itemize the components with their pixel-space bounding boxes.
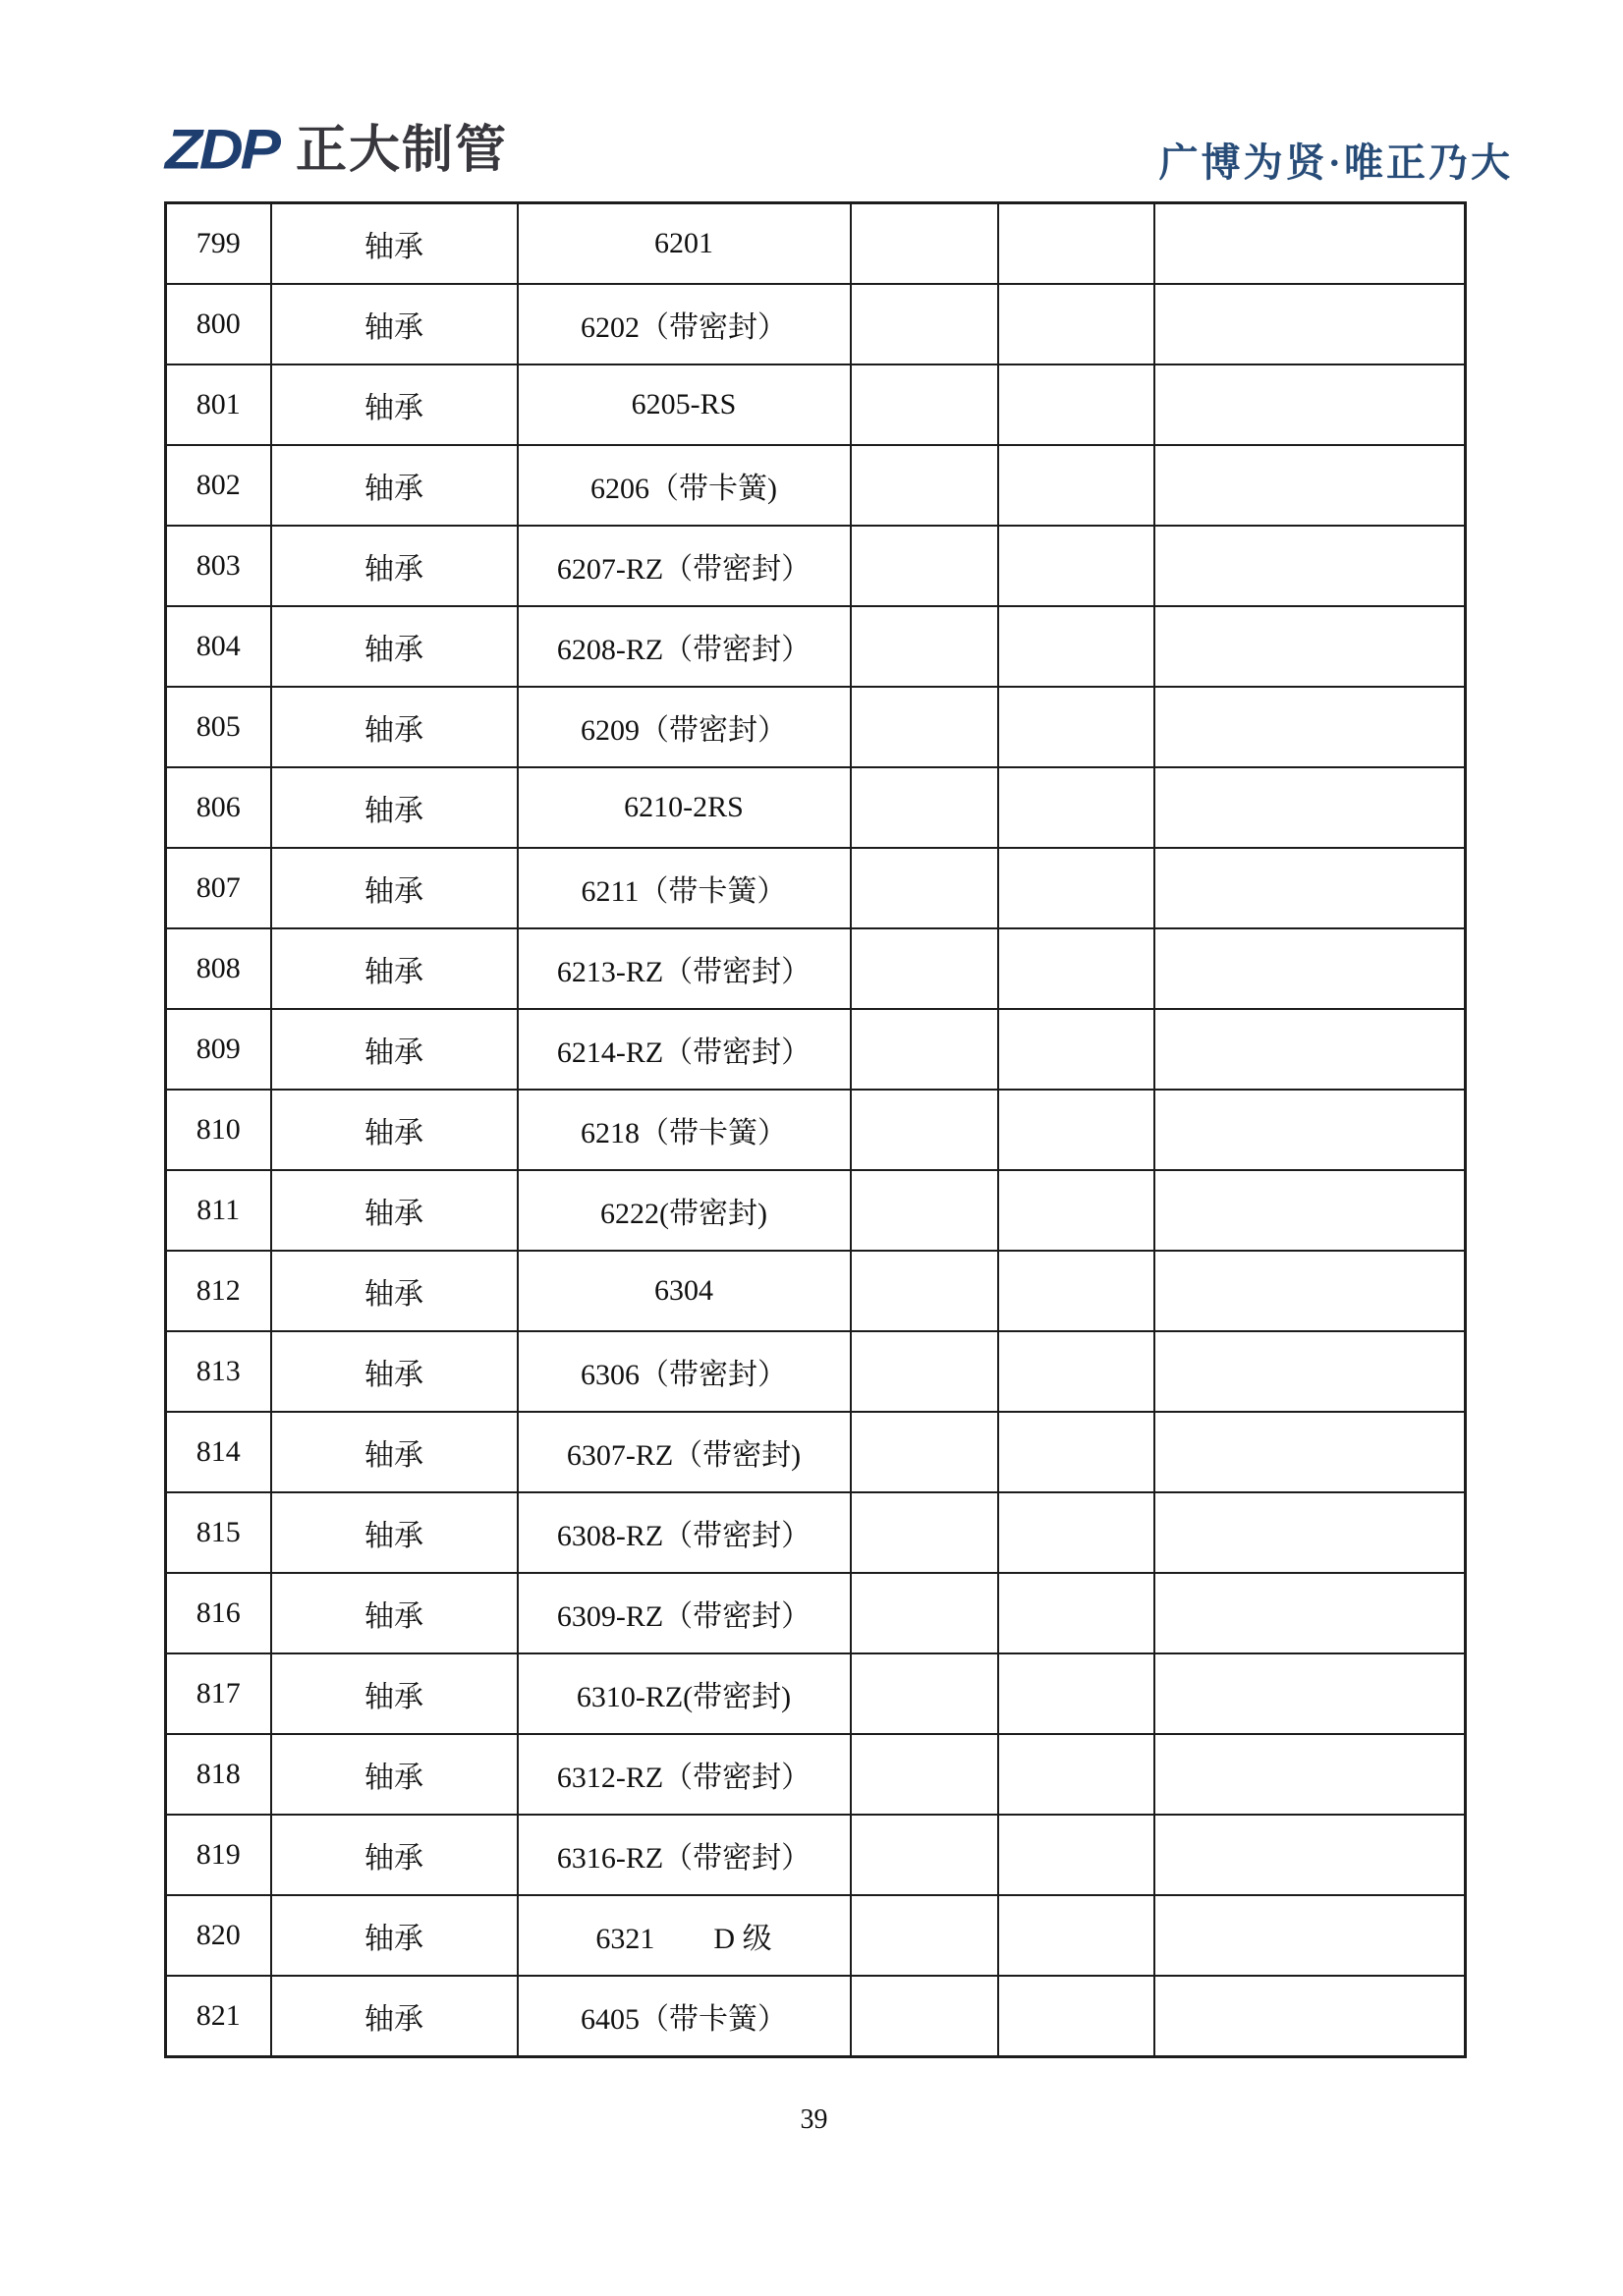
model-cell: 6308-RZ（带密封） [518, 1492, 851, 1573]
empty-cell-1 [851, 1331, 998, 1412]
row-number-cell: 819 [166, 1815, 271, 1895]
table-row [166, 1090, 1466, 1170]
empty-cell-3 [1154, 1653, 1466, 1734]
category-cell: 轴承 [271, 606, 518, 687]
table-row [166, 928, 1466, 1009]
empty-cell-1 [851, 1653, 998, 1734]
empty-cell-2 [998, 1815, 1154, 1895]
category-cell: 轴承 [271, 1895, 518, 1976]
empty-cell-3 [1154, 1331, 1466, 1412]
model-cell: 6205-RS [518, 364, 851, 445]
table-row [166, 606, 1466, 687]
row-number-cell: 818 [166, 1734, 271, 1815]
empty-cell-3 [1154, 1815, 1466, 1895]
empty-cell-3 [1154, 364, 1466, 445]
model-cell: 6321 D 级 [518, 1895, 851, 1976]
row-number-cell: 800 [166, 284, 271, 364]
empty-cell-2 [998, 687, 1154, 767]
empty-cell-3 [1154, 1009, 1466, 1090]
empty-cell-3 [1154, 203, 1466, 285]
row-number-cell: 807 [166, 848, 271, 928]
model-cell: 6405（带卡簧） [518, 1976, 851, 2057]
empty-cell-1 [851, 1412, 998, 1492]
model-cell: 6210-2RS [518, 767, 851, 848]
category-cell: 轴承 [271, 1090, 518, 1170]
empty-cell-3 [1154, 1573, 1466, 1653]
category-cell: 轴承 [271, 1976, 518, 2057]
row-number-cell: 811 [166, 1170, 271, 1251]
table-row [166, 1734, 1466, 1815]
model-cell: 6208-RZ（带密封） [518, 606, 851, 687]
empty-cell-3 [1154, 1090, 1466, 1170]
row-number-cell: 816 [166, 1573, 271, 1653]
table-row [166, 1815, 1466, 1895]
table-row [166, 1573, 1466, 1653]
model-cell: 6207-RZ（带密封） [518, 526, 851, 606]
category-cell: 轴承 [271, 364, 518, 445]
empty-cell-2 [998, 1895, 1154, 1976]
row-number-cell: 799 [166, 203, 271, 285]
row-number-cell: 817 [166, 1653, 271, 1734]
category-cell: 轴承 [271, 928, 518, 1009]
empty-cell-1 [851, 445, 998, 526]
empty-cell-1 [851, 1895, 998, 1976]
category-cell: 轴承 [271, 526, 518, 606]
table-row [166, 848, 1466, 928]
model-cell: 6202（带密封） [518, 284, 851, 364]
empty-cell-2 [998, 526, 1154, 606]
empty-cell-1 [851, 1090, 998, 1170]
category-cell: 轴承 [271, 1009, 518, 1090]
company-slogan: 广博为贤·唯正乃大 [1158, 140, 1513, 185]
empty-cell-1 [851, 767, 998, 848]
category-cell: 轴承 [271, 848, 518, 928]
row-number-cell: 821 [166, 1976, 271, 2057]
empty-cell-3 [1154, 767, 1466, 848]
row-number-cell: 805 [166, 687, 271, 767]
empty-cell-2 [998, 1251, 1154, 1331]
empty-cell-1 [851, 203, 998, 285]
empty-cell-2 [998, 1734, 1154, 1815]
row-number-cell: 803 [166, 526, 271, 606]
empty-cell-3 [1154, 445, 1466, 526]
category-cell: 轴承 [271, 1331, 518, 1412]
category-cell: 轴承 [271, 1492, 518, 1573]
category-cell: 轴承 [271, 1573, 518, 1653]
empty-cell-3 [1154, 1976, 1466, 2057]
table-row [166, 1009, 1466, 1090]
category-cell: 轴承 [271, 1815, 518, 1895]
empty-cell-1 [851, 1573, 998, 1653]
model-cell: 6218（带卡簧） [518, 1090, 851, 1170]
empty-cell-3 [1154, 1412, 1466, 1492]
table-row [166, 364, 1466, 445]
category-cell: 轴承 [271, 284, 518, 364]
empty-cell-2 [998, 1653, 1154, 1734]
category-cell: 轴承 [271, 1251, 518, 1331]
empty-cell-1 [851, 526, 998, 606]
model-cell: 6306（带密封） [518, 1331, 851, 1412]
model-cell: 6307-RZ（带密封) [518, 1412, 851, 1492]
model-cell: 6201 [518, 203, 851, 285]
row-number-cell: 820 [166, 1895, 271, 1976]
empty-cell-3 [1154, 1734, 1466, 1815]
empty-cell-2 [998, 606, 1154, 687]
model-cell: 6214-RZ（带密封） [518, 1009, 851, 1090]
model-cell: 6312-RZ（带密封） [518, 1734, 851, 1815]
empty-cell-2 [998, 1492, 1154, 1573]
empty-cell-2 [998, 203, 1154, 285]
zdp-logo-icon: ZDP [165, 118, 278, 182]
category-cell: 轴承 [271, 1412, 518, 1492]
empty-cell-1 [851, 928, 998, 1009]
empty-cell-3 [1154, 1170, 1466, 1251]
category-cell: 轴承 [271, 1734, 518, 1815]
row-number-cell: 810 [166, 1090, 271, 1170]
empty-cell-2 [998, 445, 1154, 526]
empty-cell-3 [1154, 687, 1466, 767]
category-cell: 轴承 [271, 687, 518, 767]
company-logo [165, 120, 508, 181]
empty-cell-1 [851, 848, 998, 928]
table-row [166, 767, 1466, 848]
empty-cell-3 [1154, 848, 1466, 928]
empty-cell-2 [998, 1090, 1154, 1170]
table-row [166, 687, 1466, 767]
model-cell: 6310-RZ(带密封) [518, 1653, 851, 1734]
row-number-cell: 802 [166, 445, 271, 526]
row-number-cell: 814 [166, 1412, 271, 1492]
empty-cell-2 [998, 1412, 1154, 1492]
empty-cell-1 [851, 1170, 998, 1251]
model-cell: 6316-RZ（带密封） [518, 1815, 851, 1895]
model-cell: 6213-RZ（带密封） [518, 928, 851, 1009]
empty-cell-1 [851, 1976, 998, 2057]
row-number-cell: 804 [166, 606, 271, 687]
empty-cell-2 [998, 848, 1154, 928]
model-cell: 6211（带卡簧） [518, 848, 851, 928]
model-cell: 6304 [518, 1251, 851, 1331]
category-cell: 轴承 [271, 203, 518, 285]
table-row [166, 284, 1466, 364]
category-cell: 轴承 [271, 1170, 518, 1251]
empty-cell-2 [998, 1170, 1154, 1251]
empty-cell-2 [998, 364, 1154, 445]
empty-cell-1 [851, 1009, 998, 1090]
empty-cell-3 [1154, 928, 1466, 1009]
empty-cell-3 [1154, 284, 1466, 364]
empty-cell-2 [998, 767, 1154, 848]
row-number-cell: 809 [166, 1009, 271, 1090]
empty-cell-3 [1154, 1251, 1466, 1331]
model-cell: 6309-RZ（带密封） [518, 1573, 851, 1653]
table-row [166, 445, 1466, 526]
table-row [166, 1653, 1466, 1734]
empty-cell-2 [998, 928, 1154, 1009]
company-name: 正大制管 [296, 122, 509, 179]
row-number-cell: 812 [166, 1251, 271, 1331]
empty-cell-1 [851, 606, 998, 687]
table-row [166, 1251, 1466, 1331]
table-row [166, 1331, 1466, 1412]
empty-cell-1 [851, 1734, 998, 1815]
table-row [166, 1412, 1466, 1492]
empty-cell-1 [851, 687, 998, 767]
table-row [166, 1492, 1466, 1573]
category-cell: 轴承 [271, 767, 518, 848]
empty-cell-3 [1154, 606, 1466, 687]
row-number-cell: 813 [166, 1331, 271, 1412]
table-row [166, 1895, 1466, 1976]
empty-cell-2 [998, 1009, 1154, 1090]
page-number: 39 [800, 2104, 828, 2135]
row-number-cell: 806 [166, 767, 271, 848]
empty-cell-2 [998, 1976, 1154, 2057]
empty-cell-1 [851, 364, 998, 445]
empty-cell-2 [998, 284, 1154, 364]
empty-cell-3 [1154, 1895, 1466, 1976]
row-number-cell: 808 [166, 928, 271, 1009]
empty-cell-1 [851, 1492, 998, 1573]
category-cell: 轴承 [271, 445, 518, 526]
empty-cell-1 [851, 284, 998, 364]
table-row [166, 203, 1466, 285]
empty-cell-3 [1154, 1492, 1466, 1573]
empty-cell-2 [998, 1573, 1154, 1653]
category-cell: 轴承 [271, 1653, 518, 1734]
empty-cell-1 [851, 1251, 998, 1331]
empty-cell-1 [851, 1815, 998, 1895]
parts-table-body [166, 203, 1466, 2057]
row-number-cell: 801 [166, 364, 271, 445]
empty-cell-2 [998, 1331, 1154, 1412]
model-cell: 6209（带密封） [518, 687, 851, 767]
table-row [166, 526, 1466, 606]
model-cell: 6222(带密封) [518, 1170, 851, 1251]
model-cell: 6206（带卡簧) [518, 445, 851, 526]
table-row [166, 1976, 1466, 2057]
row-number-cell: 815 [166, 1492, 271, 1573]
empty-cell-3 [1154, 526, 1466, 606]
table-row [166, 1170, 1466, 1251]
parts-table [164, 201, 1467, 2058]
